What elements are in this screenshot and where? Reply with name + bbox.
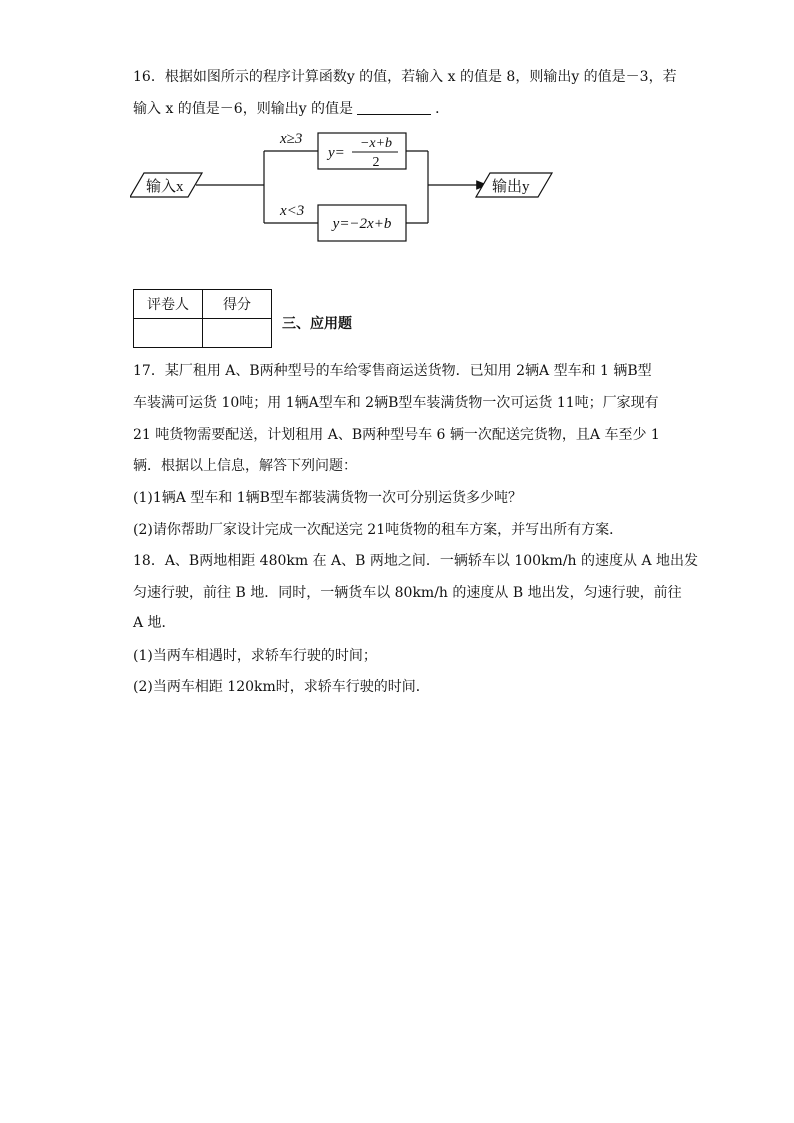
formula-top-denominator: 2 xyxy=(372,155,380,170)
q17-line: 17．某厂租用 A、B两种型号的车给零售商运送货物．已知用 2辆A 型车和 1 辆B型 xyxy=(133,363,652,379)
condition-top: x≥3 xyxy=(280,131,303,147)
score-table-cell-score[interactable] xyxy=(203,319,272,348)
score-table xyxy=(133,289,272,348)
formula-bottom: y=−2x+b xyxy=(332,216,392,232)
q17-subquestion-1: (1)1辆A 型车和 1辆B型车都装满货物一次可分别运货多少吨？ xyxy=(133,490,522,506)
q17-line: 21 吨货物需要配送，计划租用 A、B两种型号车 6 辆一次配送完货物，且A 车至少 1 xyxy=(133,427,660,443)
q16-line-2 xyxy=(133,99,449,119)
q18-line: 18．A、B两地相距 480km 在 A、B 两地之间．一辆轿车以 100km/h 的速度从 A 地出发 xyxy=(133,553,699,569)
input-label: 输入x xyxy=(146,179,184,195)
q18-line: A 地． xyxy=(133,615,176,631)
q17-subquestion-2: (2)请你帮助厂家设计完成一次配送完 21吨货物的租车方案，并写出所有方案． xyxy=(133,522,624,538)
output-label: 输出y xyxy=(492,179,530,195)
q16-line-2-end: ． xyxy=(435,101,450,117)
q18-subquestion-1: (1)当两车相遇时，求轿车行驶的时间； xyxy=(133,648,377,664)
score-table-header-score: 得分 xyxy=(203,290,272,319)
formula-top-numerator: −x+b xyxy=(359,136,393,151)
program-flowchart xyxy=(130,125,560,245)
q16-line-1: 16．根据如图所示的程序计算函数y 的值，若输入 x 的值是 8，则输出y 的值是－3，若 xyxy=(133,69,677,85)
score-table-cell-grader[interactable] xyxy=(134,319,203,348)
q16-line-2-text: 输入 x 的值是－6，则输出y 的值是 xyxy=(133,101,354,117)
answer-blank[interactable] xyxy=(357,100,431,115)
condition-bottom: x<3 xyxy=(280,203,305,219)
q18-line: 匀速行驶，前往 B 地．同时，一辆货车以 80km/h 的速度从 B 地出发，匀速行驶，前往 xyxy=(133,585,682,601)
q17-line: 辆．根据以上信息，解答下列问题： xyxy=(133,458,357,474)
score-table-header-grader: 评卷人 xyxy=(134,290,203,319)
q17-line: 车装满可运货 10吨；用 1辆A型车和 2辆B型车装满货物一次可运货 11吨；厂家现有 xyxy=(133,395,659,411)
section-title: 三、应用题 xyxy=(282,316,352,332)
q18-subquestion-2: (2)当两车相距 120km时，求轿车行驶的时间． xyxy=(133,679,430,695)
formula-top-lhs: y= xyxy=(328,145,345,161)
